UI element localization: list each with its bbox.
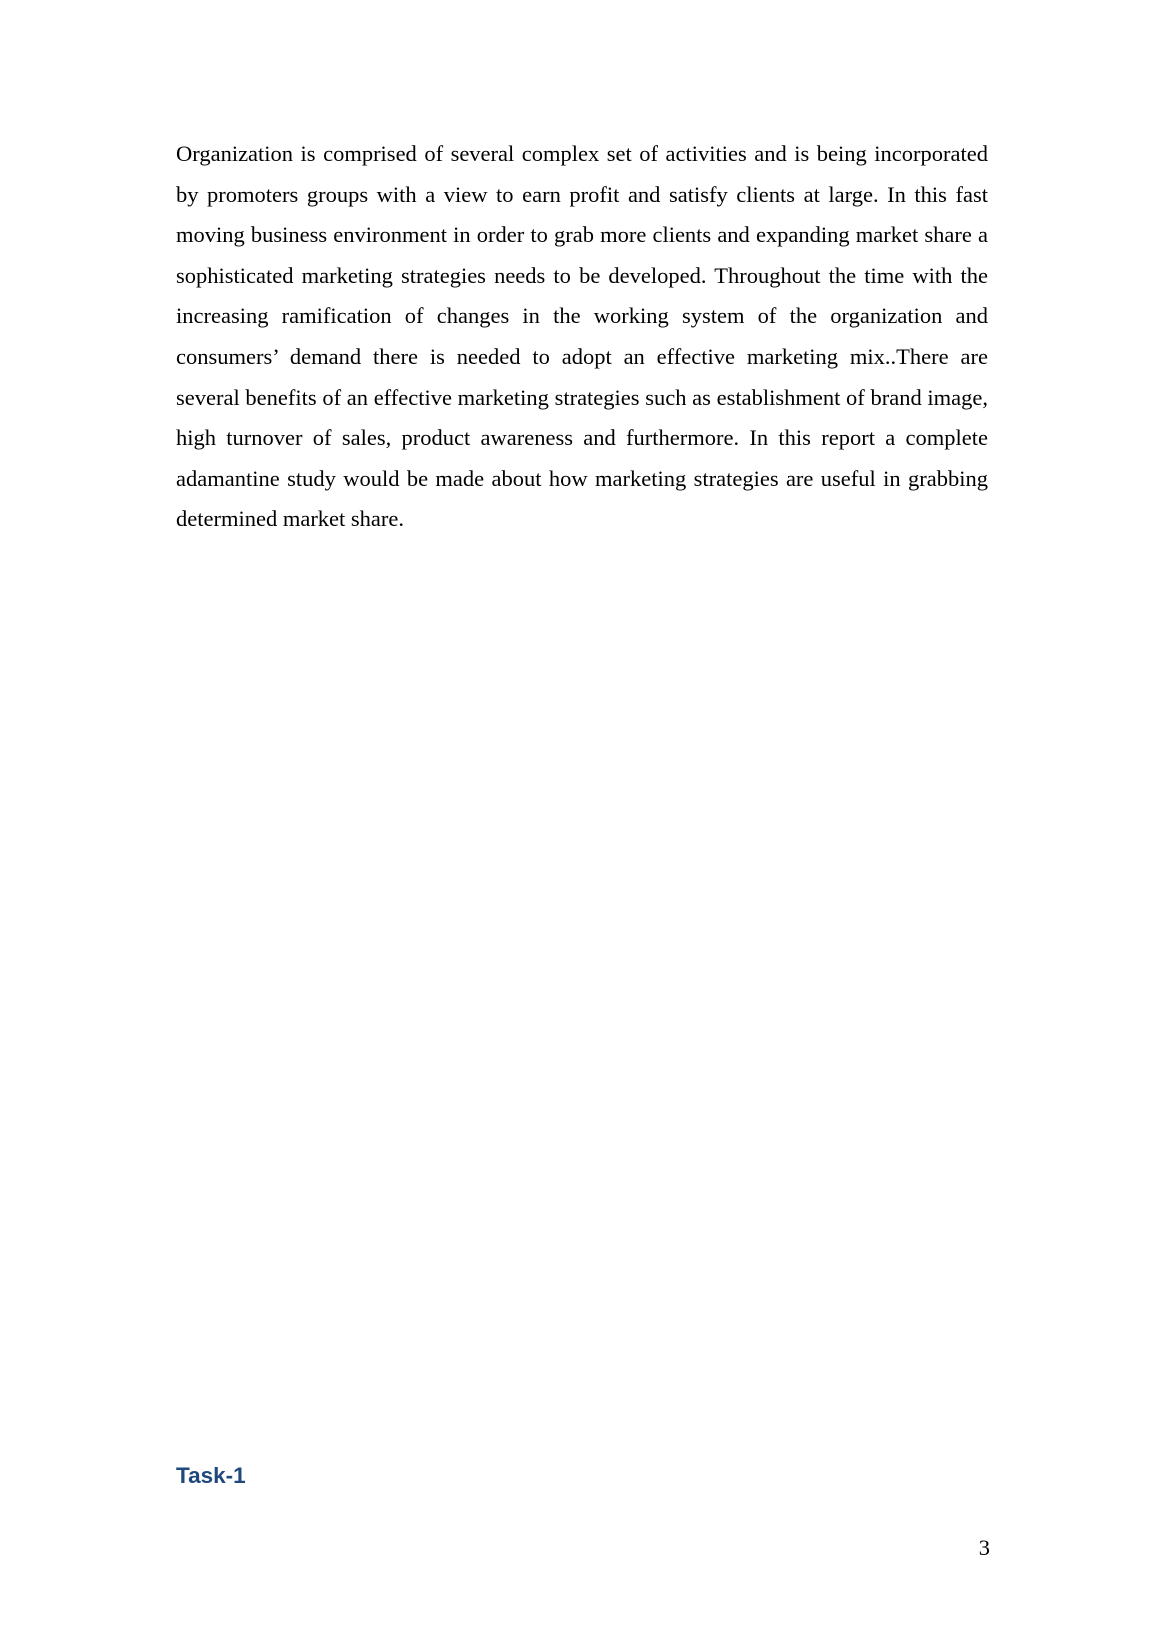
page-number: 3: [978, 1535, 990, 1560]
section-heading-task-1: Task-1: [176, 1463, 246, 1488]
body-paragraph: Organization is comprised of several complex set of activities and is being incorporated by promoters groups with a view to earn profit and satisfy clients at large. In this fast moving business environment in order to grab more clients and expanding market share a sophisticated marketing strategies needs to be developed. Throughout the time with the increasing ramification of changes in the working system of the organization and consumers’ demand there is needed to adopt an effective marketing mix..There are several benefits of an effective marketing strategies such as establishment of brand image, high turnover of sales, product awareness and furthermore. In this report a complete adamantine study would be made about how marketing strategies are useful in grabbing determined market share.: [176, 141, 988, 532]
